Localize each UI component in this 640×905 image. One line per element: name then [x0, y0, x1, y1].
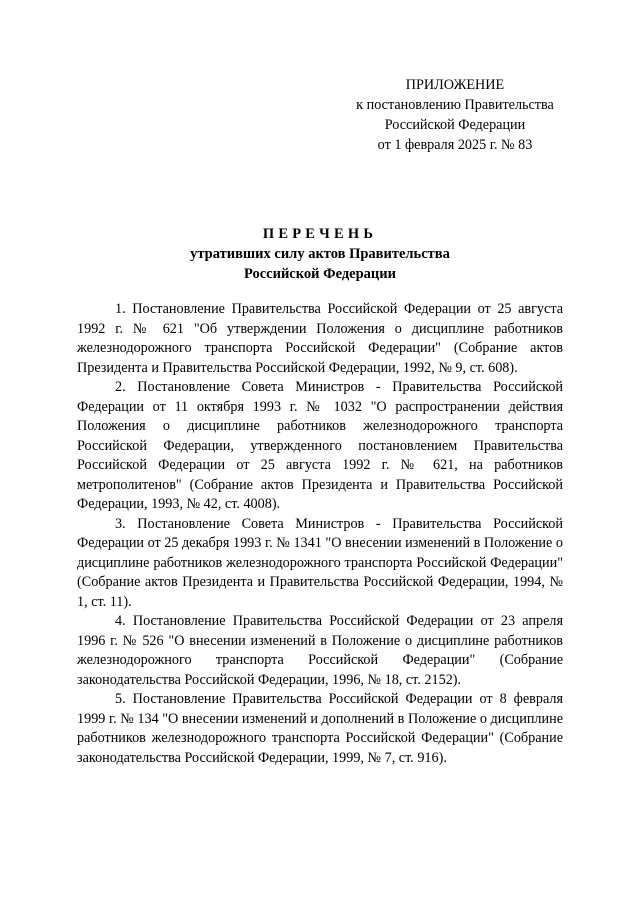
document-title: ПЕРЕЧЕНЬ	[262, 226, 378, 242]
list-item: 4. Постановление Правительства Российской Федерации от 23 апреля 1996 г. № 526 "О внесении изменений в Положение о дисциплине работников железнодорожного транспорта Российской Федерации" (Собрание законодательства Российской Федерации, 1996, № 18, ст. 2152).	[77, 613, 563, 688]
subtitle-line-2: Российской Федерации	[243, 266, 396, 282]
appendix-government: Российской Федерации	[384, 117, 526, 133]
list-item: 5. Постановление Правительства Российской Федерации от 8 февраля 1999 г. № 134 "О внесении изменений и дополнений в Положение о дисциплине работников железнодорожного транспорта Российской Федерации" (Собрание законодательства Российской Федерации, 1999, № 7, ст. 916).	[77, 691, 563, 766]
list-item: 2. Постановление Совета Министров - Правительства Российской Федерации от 11 октября 1993 г. № 1032 "О распространении действия Положения о дисциплине работников железнодорожного транспорта Российской Федерации, утвержденного постановлением Правительства Российской Федерации от 25 августа 1992 г. № 621, на работников метрополитенов" (Собрание актов Президента и Правительства Российской Федерации, 1993, № 42, ст. 4008).	[77, 379, 563, 512]
appendix-label: ПРИЛОЖЕНИЕ	[405, 77, 505, 93]
list-item: 3. Постановление Совета Министров - Правительства Российской Федерации от 25 декабря 1993 г. № 1341 "О внесении изменений в Положение о дисциплине работников железнодорожного транспорта Российской Федерации" (Собрание актов Президента и Правительства Российской Федерации, 1994, № 1, ст. 11).	[77, 515, 563, 610]
list-item: 1. Постановление Правительства Российской Федерации от 25 августа 1992 г. № 621 "Об утверждении Положения о дисциплине работников железнодорожного транспорта Российской Федерации" (Собрание актов Президента и Правительства Российской Федерации, 1992, № 9, ст. 608).	[77, 301, 563, 376]
subtitle-line-1: утративших силу актов Правительства	[190, 246, 450, 262]
appendix-date-number: от 1 февраля 2025 г. № 83	[377, 137, 533, 153]
appendix-reference: к постановлению Правительства	[356, 97, 554, 113]
appendix-header	[330, 75, 580, 155]
document-body	[77, 300, 563, 768]
document-subtitle	[0, 244, 640, 284]
